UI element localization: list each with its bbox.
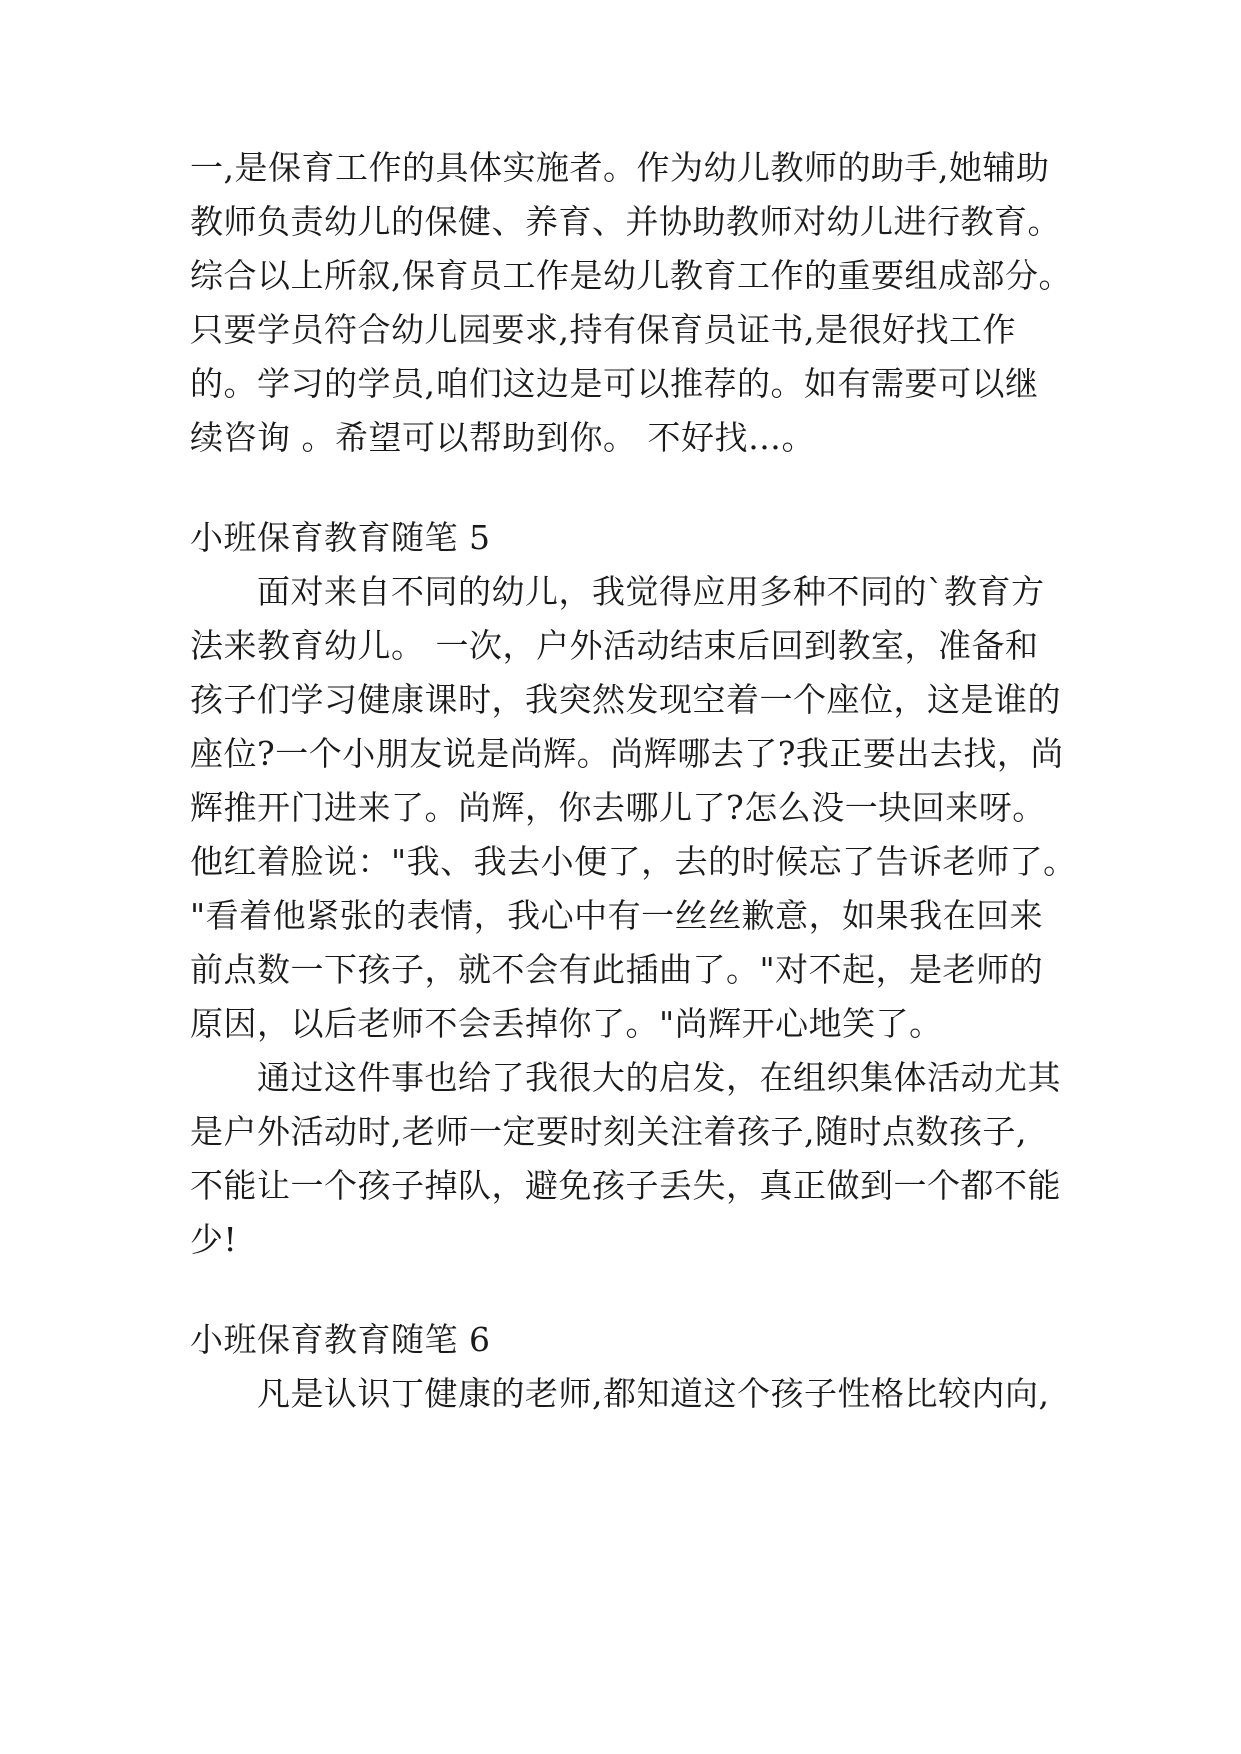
paragraph-line: 的。学习的学员,咱们这边是可以推荐的。如有需要可以继	[190, 364, 1039, 403]
paragraph-line: 座位?一个小朋友说是尚辉。尚辉哪去了?我正要出去找，尚	[190, 734, 1064, 773]
paragraph-line: 教师负责幼儿的保健、养育、并协助教师对幼儿进行教育。	[190, 202, 1061, 241]
section-heading: 小班保育教育随笔 5	[190, 518, 491, 557]
paragraph-line: 是户外活动时,老师一定要时刻关注着孩子,随时点数孩子,	[190, 1112, 1027, 1151]
paragraph-line: 他红着脸说："我、我去小便了，去的时候忘了告诉老师了。	[190, 842, 1077, 881]
paragraph-line: 续咨询 。希望可以帮助到你。 不好找…。	[190, 418, 815, 457]
section-heading: 小班保育教育随笔 6	[190, 1320, 491, 1359]
paragraph-line: 通过这件事也给了我很大的启发，在组织集体活动尤其	[257, 1058, 1061, 1097]
paragraph-line: 不能让一个孩子掉队，避免孩子丢失，真正做到一个都不能	[190, 1166, 1061, 1205]
paragraph-line: 前点数一下孩子，就不会有此插曲了。"对不起，是老师的	[190, 950, 1044, 989]
paragraph-line: 面对来自不同的幼儿，我觉得应用多种不同的`教育方	[257, 572, 1045, 611]
paragraph-line: 只要学员符合幼儿园要求,持有保育员证书,是很好找工作	[190, 310, 1016, 349]
paragraph-line: 辉推开门进来了。尚辉，你去哪儿了?怎么没一块回来呀。	[190, 788, 1046, 827]
paragraph-line: "看着他紧张的表情，我心中有一丝丝歉意，如果我在回来	[190, 896, 1044, 935]
paragraph-line: 综合以上所叙,保育员工作是幼儿教育工作的重要组成部分。	[190, 256, 1072, 295]
paragraph-line: 孩子们学习健康课时，我突然发现空着一个座位，这是谁的	[190, 680, 1061, 719]
paragraph-line: 法来教育幼儿。 一次，户外活动结束后回到教室，准备和	[190, 626, 1039, 665]
paragraph-line: 一,是保育工作的具体实施者。作为幼儿教师的助手,她辅助	[190, 148, 1050, 187]
paragraph-line: 少!	[190, 1220, 238, 1259]
paragraph-line: 凡是认识丁健康的老师,都知道这个孩子性格比较内向,	[257, 1374, 1050, 1413]
paragraph-line: 原因，以后老师不会丢掉你了。"尚辉开心地笑了。	[190, 1004, 943, 1043]
